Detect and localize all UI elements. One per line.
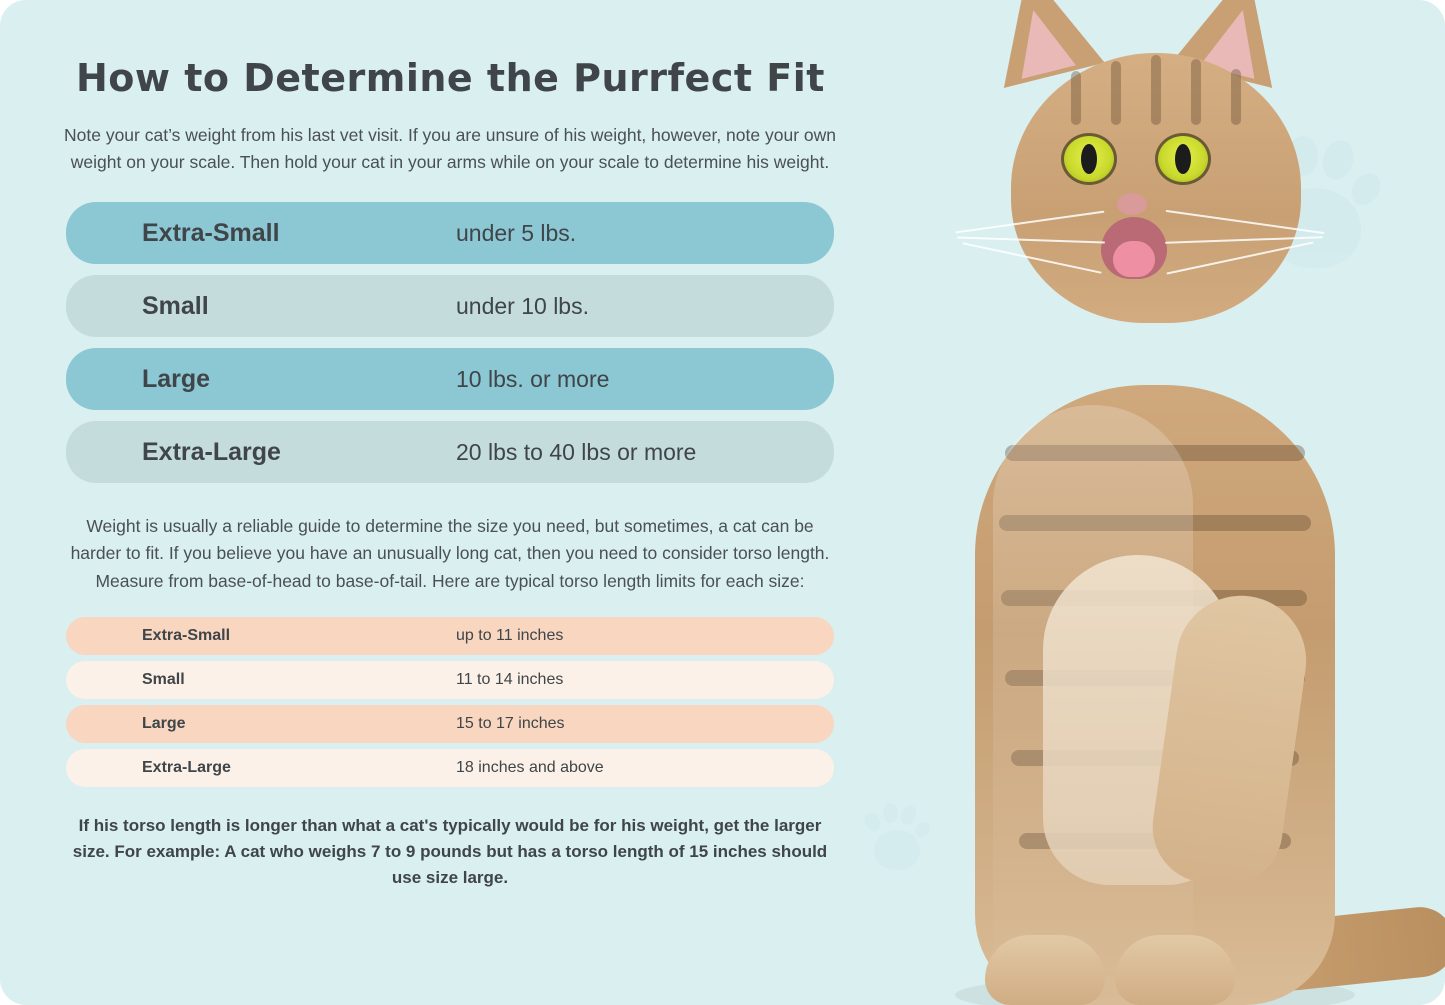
- table-row: [66, 202, 834, 264]
- size-label: Extra-Large: [142, 758, 231, 776]
- table-row: [66, 348, 834, 410]
- size-value: under 10 lbs.: [456, 292, 589, 319]
- size-value: 18 inches and above: [456, 758, 604, 776]
- size-value: under 5 lbs.: [456, 219, 577, 246]
- size-label: Extra-Large: [142, 437, 281, 466]
- torso-length-table: [66, 617, 834, 787]
- size-label: Extra-Small: [142, 218, 280, 247]
- weight-size-table: [66, 202, 834, 483]
- size-value: up to 11 inches: [456, 626, 564, 644]
- table-row: [66, 705, 834, 743]
- page-title: How to Determine the Purrfect Fit: [76, 56, 825, 100]
- size-label: Small: [142, 291, 209, 320]
- size-value: 11 to 14 inches: [456, 670, 564, 688]
- size-value: 10 lbs. or more: [456, 365, 610, 392]
- cat-photo: [885, 0, 1445, 1005]
- intro-paragraph: Note your cat’s weight from his last vet visit. If you are unsure of his weight, however, note your own weight on your scale. Then hold your cat in your arms while on your scale to determine his weight.: [64, 125, 836, 173]
- footer-note: If his torso length is longer than what a cat's typically would be for his weight, get the larger size. For example: A cat who weighs 7 to 9 pounds but has a torso length of 15 inches should use size large.: [72, 815, 828, 888]
- table-row: [66, 421, 834, 483]
- table-row: [66, 617, 834, 655]
- size-value: 20 lbs to 40 lbs or more: [456, 438, 697, 465]
- size-label: Large: [142, 364, 211, 393]
- table-row: [66, 661, 834, 699]
- size-label: Small: [142, 670, 185, 688]
- size-value: 15 to 17 inches: [456, 714, 565, 732]
- table-row: [66, 275, 834, 337]
- torso-explanation-paragraph: Weight is usually a reliable guide to determine the size you need, but sometimes, a cat can be harder to fit. If you believe you have an unusually long cat, then you need to consider torso length. Measure from base-of-head to base-of-tail. Here are typical torso length limits for each size:: [70, 516, 830, 591]
- table-row: [66, 749, 834, 787]
- size-label: Large: [142, 714, 186, 732]
- size-label: Extra-Small: [142, 626, 231, 644]
